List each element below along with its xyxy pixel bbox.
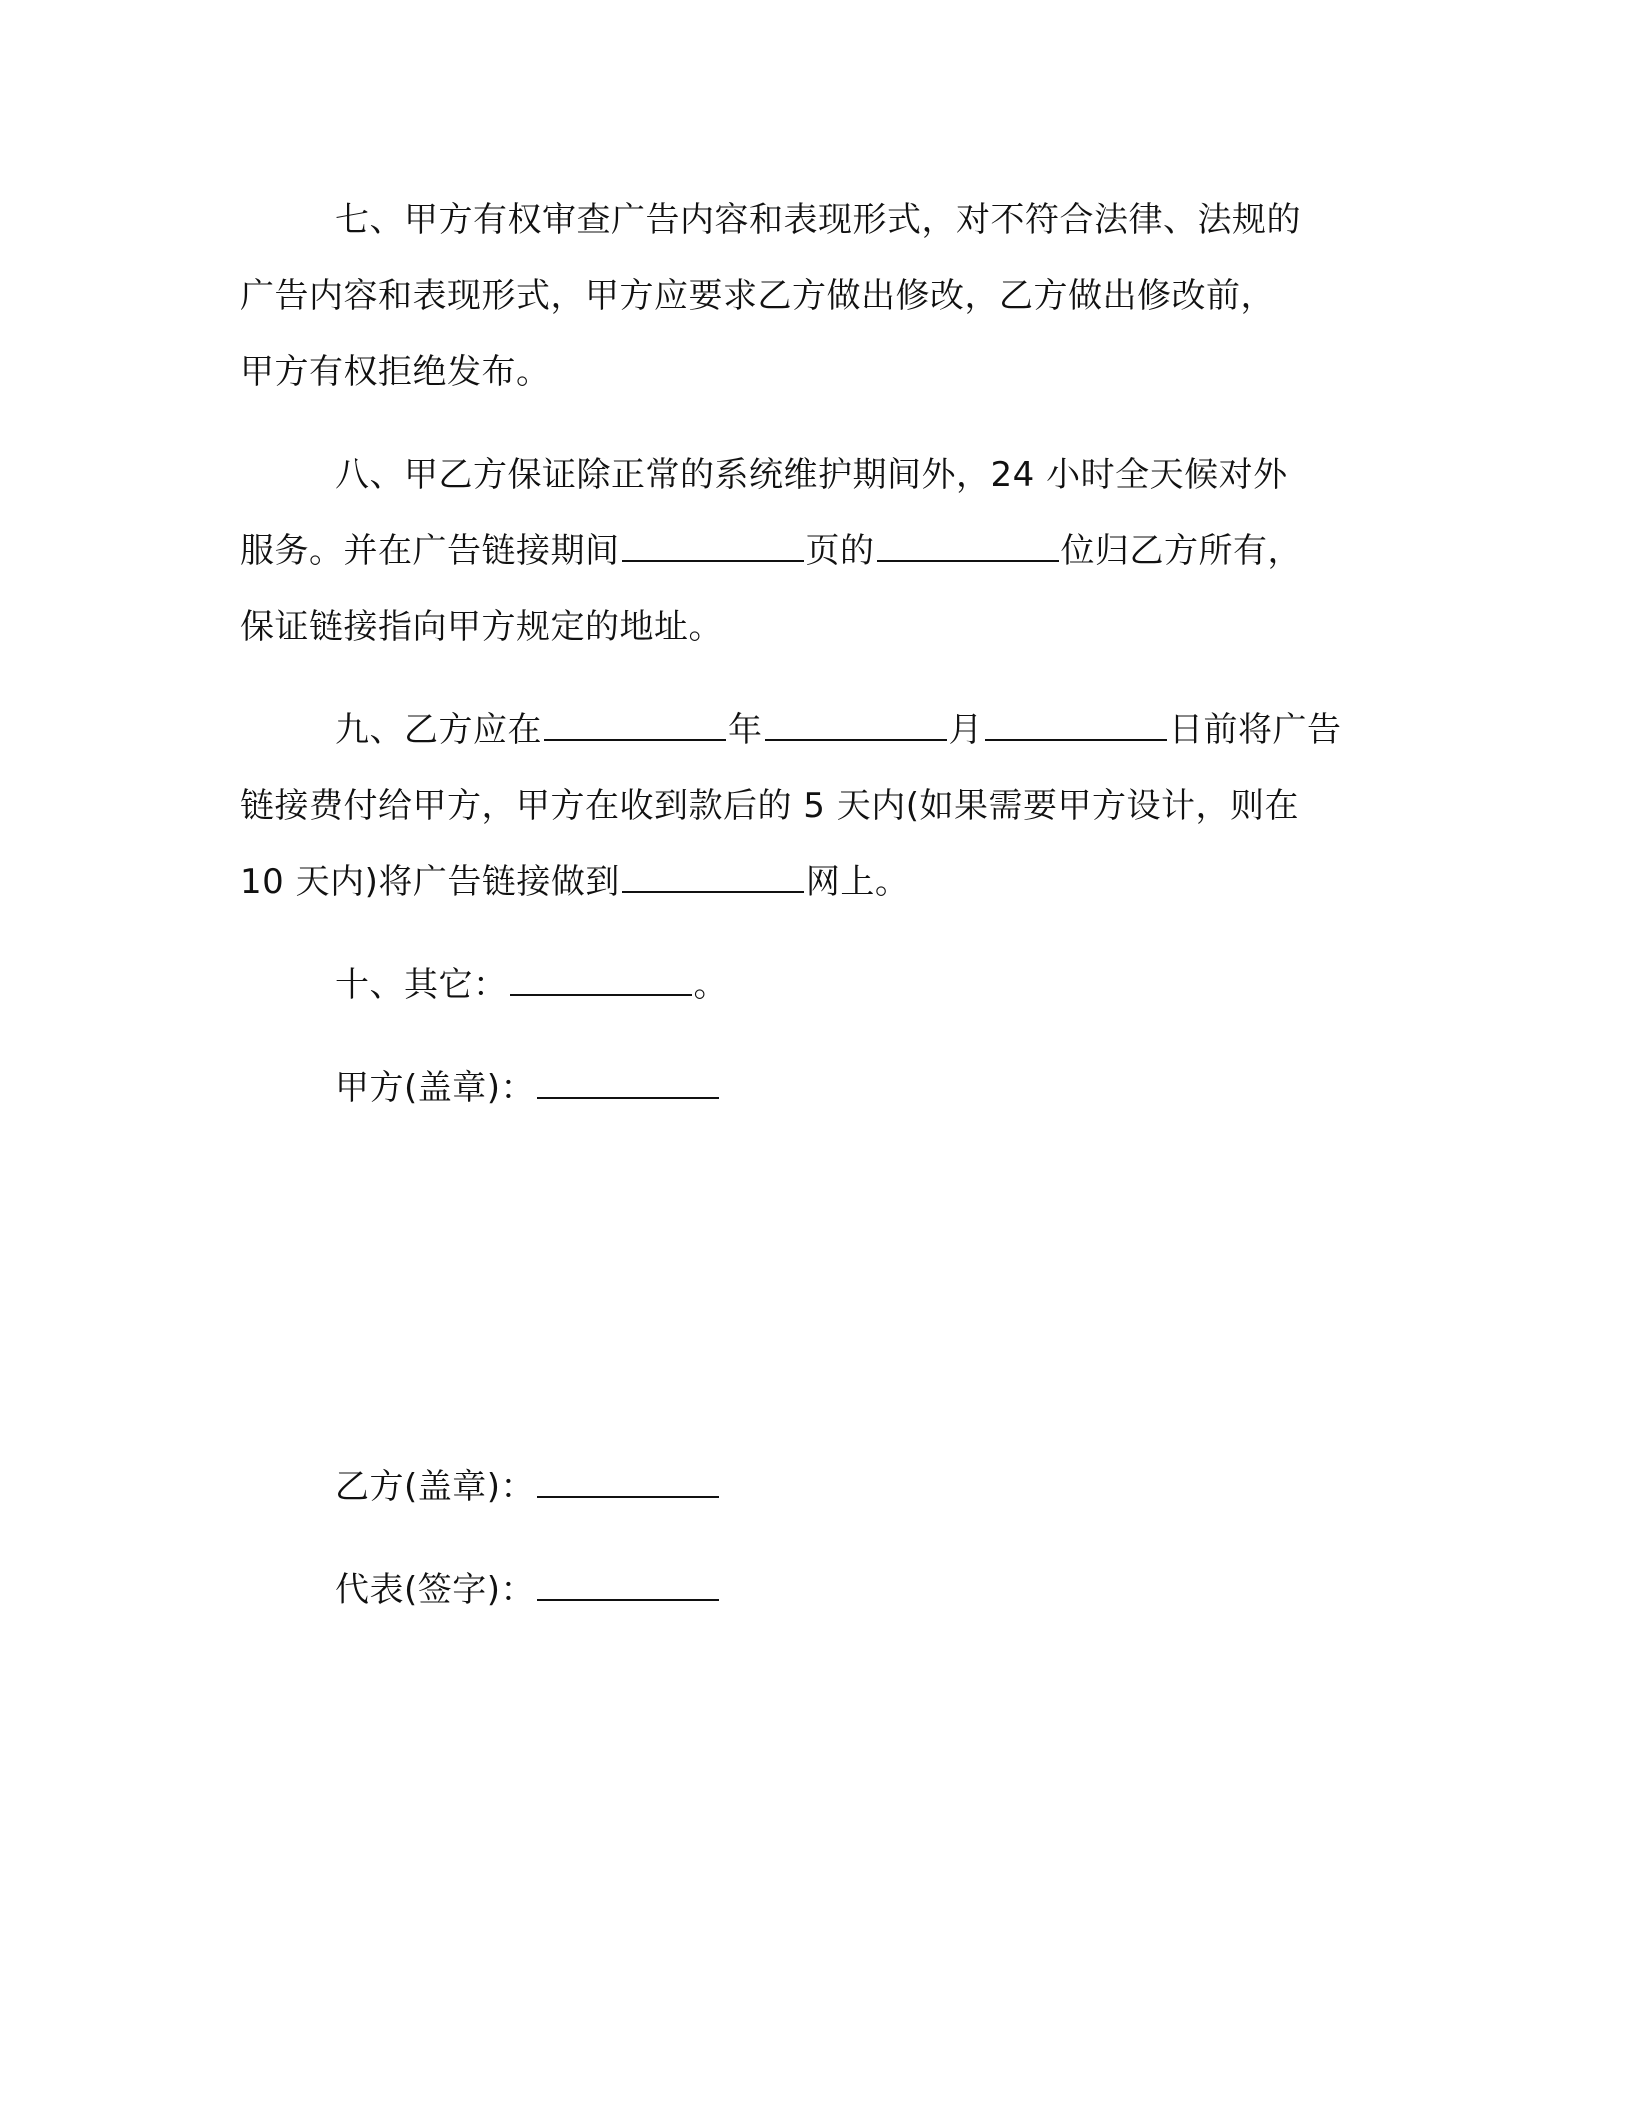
clause-9-text-3b: 网上。 (805, 862, 910, 902)
clause-7-line-2 (240, 274, 1275, 318)
clause-10-line (335, 963, 728, 1007)
fill-blank-website (622, 861, 804, 893)
signature-party-b-label: 乙方(盖章)： (335, 1467, 536, 1507)
clause-10-label: 十、其它： (335, 965, 508, 1005)
clause-9-line-3 (240, 860, 909, 904)
fill-blank-other (510, 964, 692, 996)
clause-8-text-1: 八、甲乙方保证除正常的系统维护期间外，24 小时全天候对外 (335, 455, 1288, 495)
clause-9-text-1c: 月 (948, 710, 983, 750)
clause-9-line-1 (335, 708, 1342, 752)
clause-8-line-1 (335, 453, 1288, 497)
signature-representative-label: 代表(签字)： (335, 1570, 536, 1610)
clause-8-text-3: 保证链接指向甲方规定的地址。 (240, 607, 723, 647)
clause-7-text-2: 广告内容和表现形式，甲方应要求乙方做出修改，乙方做出修改前， (240, 276, 1275, 316)
signature-party-a (335, 1066, 721, 1110)
fill-blank-party-a-seal (537, 1067, 719, 1099)
clause-9-text-2: 链接费付给甲方，甲方在收到款后的 5 天内(如果需要甲方设计，则在 (240, 786, 1300, 826)
clause-7-line-3 (240, 350, 551, 394)
clause-8-line-3 (240, 605, 723, 649)
fill-blank-representative-signature (537, 1569, 719, 1601)
fill-blank-party-b-seal (537, 1466, 719, 1498)
clause-8-text-2b: 页的 (805, 531, 875, 571)
clause-9-text-1d: 日前将广告 (1169, 710, 1342, 750)
clause-7-text-3: 甲方有权拒绝发布。 (240, 352, 551, 392)
clause-7-text-1: 七、甲方有权审查广告内容和表现形式，对不符合法律、法规的 (335, 200, 1301, 240)
clause-7-line-1 (335, 198, 1301, 242)
clause-9-text-1a: 九、乙方应在 (335, 710, 542, 750)
clause-8-line-2 (240, 529, 1302, 573)
signature-party-a-label: 甲方(盖章)： (335, 1068, 536, 1108)
fill-blank-page (622, 530, 804, 562)
clause-8-text-2a: 服务。并在广告链接期间 (240, 531, 620, 571)
clause-9-line-2 (240, 784, 1299, 828)
clause-8-text-2c: 位归乙方所有， (1060, 531, 1302, 571)
clause-10-end: 。 (693, 965, 728, 1005)
clause-9-text-3a: 10 天内)将广告链接做到 (240, 862, 620, 902)
fill-blank-position (877, 530, 1059, 562)
fill-blank-day (985, 709, 1167, 741)
fill-blank-month (765, 709, 947, 741)
fill-blank-year (544, 709, 726, 741)
signature-party-b (335, 1465, 721, 1509)
signature-representative (335, 1568, 721, 1612)
clause-9-text-1b: 年 (728, 710, 763, 750)
